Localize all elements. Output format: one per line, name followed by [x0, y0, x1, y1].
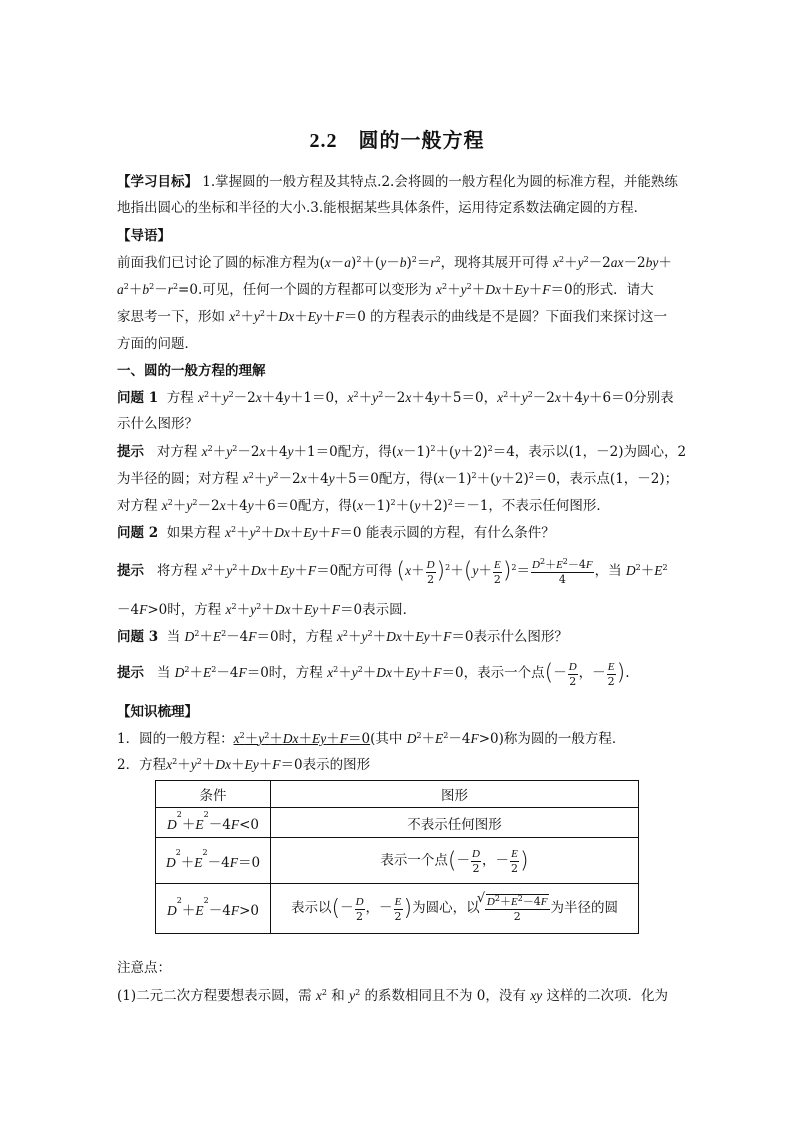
hint-1-text-7: 对方程 [117, 498, 158, 514]
hint-3-label: 提示 [117, 665, 144, 681]
question-2-text-2: 能表示圆的方程，有什么条件？ [365, 525, 555, 541]
knowledge-item-1-suffix: 称为圆的一般方程． [503, 731, 626, 747]
table-header-condition: 条件 [156, 781, 271, 808]
note-1: (1)二元二次方程要想表示圆，需 $x^2$ 和 $y^2$ 的系数相同且不为 0，没有 xy 这样的二次项．化为 [117, 988, 668, 1004]
hint-2-line-1: 提示 将方程 $x^2+y^2+Dx+Ey+F=0$配方可得 (x＋ $\frac{D}{2}$ )$^2$＋(y＋ $\frac{E}{2}$ )$^2$＝ $\frac{D^2+E^2-4F}{4}$ ，当 $D^2+E^2$ [117, 556, 668, 586]
knowledge-item-2: 2．方程$x^2+y^2+Dx+Ey+F=0$表示的图形 [117, 757, 371, 773]
hint-1-line-3: 对方程 $x^2+y^2-2x+4y+6=0$配方，得$(x-1)^2+(y+2)^2=-1$，不表示任何图形． [117, 498, 610, 514]
intro-label: 【导语】 [117, 228, 171, 244]
question-1-label: 问题 1 [117, 390, 159, 406]
table-cell-figure-3: 表示以(－ $\frac{D}{2}$ ，－ $\frac{E}{2}$ )为圆心，以 √ $\frac{D^2+E^2-4F}{2}$ 为半径的圆 [271, 884, 639, 934]
question-3-text-2: 时，方程 [278, 629, 333, 645]
intro-line-4: 方面的问题． [117, 336, 198, 352]
intro-text-1a: 前面我们已讨论了圆的标准方程为( [117, 255, 325, 271]
question-3-line: 问题 3 当 $D^2+E^2-4F=0$时，方程 $x^2+y^2+Dx+Ey+F=0$表示什么图形？ [117, 629, 568, 645]
hint-1-text-5: 配方，得 [378, 471, 433, 487]
table-row-3-text-b: 为圆心，以 [412, 900, 480, 916]
note-1-text-a: (1)二元二次方程要想表示圆，需 [117, 988, 312, 1004]
hint-3-text-1: 当 [156, 665, 171, 681]
hint-2-text-2: 配方可得 [338, 563, 393, 579]
hint-2-text-5: 表示圆． [362, 602, 417, 618]
hint-2-text-3: ，当 [594, 563, 622, 579]
table-header-row [156, 781, 639, 808]
intro-text-2b: =0.可见，任何一个圆的方程都可以变形为 [178, 282, 432, 298]
notes-label: 注意点： [117, 960, 171, 976]
hint-1-line-2: 为半径的圆；对方程 $x^2+y^2-2x+4y+5=0$配方，得$(x-1)^2+(y+2)^2=0$，表示点(1，－2)； [117, 471, 679, 487]
hint-1-text-2: 配方，得 [337, 444, 392, 460]
hint-3-line: 提示 当 $D^2+E^2-4F=0$时，方程 $x^2+y^2+Dx+Ey+F=0$，表示一个点(－ $\frac{D}{2}$ ，－ $\frac{E}{2}$ ). [117, 660, 630, 688]
table-row-3-text-c: 为半径的圆 [550, 900, 619, 916]
table-cell-condition-2: $D^2+E^2-4F=0$ [156, 838, 271, 884]
objectives-text-1: 1.掌握圆的一般方程及其特点.2.会将圆的一般方程化为圆的标准方程，并能熟练 [202, 174, 678, 190]
table-row [156, 808, 639, 838]
question-3-text-1: 当 [166, 629, 181, 645]
intro-line-2: $a^2+b^2-r^2=0$.可见，任何一个圆的方程都可以变形为 $x^2+y^2+Dx+Ey+F=0$的形式．请大 [117, 282, 654, 298]
question-3-text-3: 表示什么图形？ [473, 629, 568, 645]
question-2-line: 问题 2 如果方程 $x^2+y^2+Dx+Ey+F=0$ 能表示圆的方程，有什么条件？ [117, 525, 555, 541]
intro-line-3: 家思考一下，形如 $x^2+y^2+Dx+Ey+F=0$ 的方程表示的曲线是不是圆？下面我们来探讨这一 [117, 309, 668, 325]
objectives-line-2: 地指出圆心的坐标和半径的大小.3.能根据某些具体条件，运用待定系数法确定圆的方程． [117, 200, 648, 216]
hint-1-text-8: 配方，得 [297, 498, 352, 514]
hint-2-text-1: 将方程 [156, 563, 198, 579]
table-row [156, 884, 639, 934]
table-row-2-text: 表示一个点 [380, 852, 448, 868]
hint-1-text-3: ，表示以(1，－2)为圆心，2 [514, 444, 687, 460]
intro-text-3b: 的方程表示的曲线是不是圆？下面我们来探讨这一 [370, 309, 668, 325]
knowledge-item-2-suffix: 表示的图形 [302, 757, 371, 773]
table-row-3-text-a: 表示以 [290, 900, 332, 916]
table-cell-figure-2: 表示一个点(－ $\frac{D}{2}$ ，－ $\frac{E}{2}$ ) [271, 838, 639, 884]
condition-table [155, 780, 639, 934]
question-1-text: 方程 [166, 390, 194, 406]
note-1-text-c: 这样的二次项．化为 [546, 988, 668, 1004]
table-header-figure: 图形 [271, 781, 639, 808]
objectives-line-1 [117, 170, 687, 194]
hint-1-line-1: 提示 对方程 $x^2+y^2-2x+4y+1=0$配方，得$(x-1)^2+(y+2)^2=4$，表示以(1，－2)为圆心，2 [117, 444, 687, 460]
hint-3-text-3: ，表示一个点 [463, 665, 545, 681]
hint-1-text-1: 对方程 [156, 444, 198, 460]
knowledge-item-1: 1．圆的一般方程：$x^2+y^2+Dx+Ey+F=0$(其中 $D^2+E^2-4F>0$)称为圆的一般方程． [117, 731, 626, 747]
intro-text-2c: 的形式．请大 [572, 282, 654, 298]
note-1-text-b: 的系数相同且不为 0，没有 [364, 988, 526, 1004]
knowledge-item-2-prefix: 2．方程 [117, 757, 167, 773]
hint-1-text-9: ，不表示任何图形． [488, 498, 610, 514]
hint-1-text-6: ，表示点(1，－2)； [555, 471, 679, 487]
hint-2-line-2: －4F>0时，方程 $x^2+y^2+Dx+Ey+F=0$表示圆． [117, 602, 417, 618]
section-heading-1: 一、圆的一般方程的理解 [117, 363, 266, 379]
intro-text-1b: ，现将其展开可得 [440, 255, 549, 271]
hint-1-text-4: 为半径的圆；对方程 [117, 471, 239, 487]
intro-text-3a: 家思考一下，形如 [117, 309, 225, 325]
question-2-label: 问题 2 [117, 525, 159, 541]
question-1-line-1: 问题 1 方程 $x^2+y^2-2x+4y+1=0$，$x^2+y^2-2x+4y+5=0$，$x^2+y^2-2x+4y+6=0$分别表 [117, 390, 674, 406]
hint-2-text-4: 时，方程 [167, 602, 222, 618]
knowledge-item-1-prefix: 1．圆的一般方程： [117, 731, 234, 747]
table-cell-condition-3: $D^2+E^2-4F>0$ [156, 884, 271, 934]
question-3-label: 问题 3 [117, 629, 159, 645]
hint-2-label: 提示 [117, 563, 144, 579]
hint-1-label: 提示 [117, 444, 144, 460]
table-row [156, 838, 639, 884]
table-cell-condition-1: $D^2+E^2-4F<0$ [156, 808, 271, 838]
question-1-line-2: 示什么图形？ [117, 416, 198, 432]
question-1-text-2: 分别表 [633, 390, 674, 406]
intro-line-1: 前面我们已讨论了圆的标准方程为$(x-a)^2+(y-b)^2=r^2$，现将其展开可得 $x^2+y^2-2ax-2by+$ [117, 255, 672, 271]
table-cell-figure-1: 不表示任何图形 [271, 808, 639, 838]
page-title: 2.2 圆的一般方程 [309, 130, 485, 152]
hint-3-text-2: 时，方程 [268, 665, 323, 681]
knowledge-label: 【知识梳理】 [117, 704, 198, 720]
question-2-text-1: 如果方程 [166, 525, 221, 541]
objectives-label: 【学习目标】 [117, 174, 198, 190]
